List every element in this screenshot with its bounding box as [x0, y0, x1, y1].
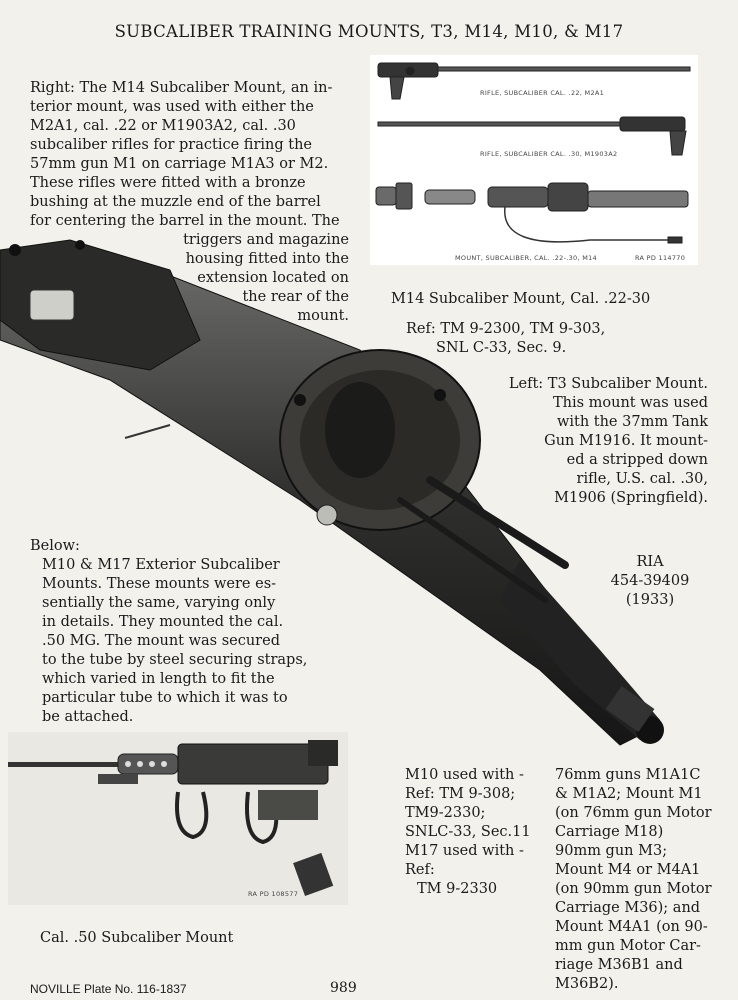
label-ra-m14: RA PD 114770 [635, 254, 686, 262]
ria-number [600, 553, 700, 610]
ref-line: 90mm gun M3; [555, 843, 668, 859]
ref-line: 76mm guns M1A1C [555, 767, 701, 783]
ref-line: Ref: [405, 862, 435, 878]
ria-line: 454-39409 [610, 573, 690, 589]
caption-line: mount. [297, 308, 349, 324]
page-title: SUBCALIBER TRAINING MOUNTS, T3, M14, M10, & M17 [114, 22, 624, 41]
ref-line: M17 used with - [405, 843, 524, 859]
page-number: 989 [330, 980, 357, 996]
ref-line: M10 used with - [405, 767, 524, 783]
cal50-photo [8, 732, 348, 905]
caption-line: housing fitted into the [185, 251, 349, 267]
label-ra-cal50: RA PD 108577 [248, 890, 299, 898]
caption-line: M1906 (Springfield). [554, 490, 708, 506]
ref-line: Carriage M36); and [555, 900, 701, 916]
ref-line: Mount M4 or M4A1 [555, 862, 701, 878]
caption-line: 57mm gun M1 on carriage M1A3 or M2. [30, 156, 329, 172]
caption-line: This mount was used [552, 395, 708, 411]
label-mount: MOUNT, SUBCALIBER, CAL. .22-.30, M14 [455, 254, 597, 262]
t3-ring-housing [280, 350, 480, 530]
caption-line: Right: The M14 Subcaliber Mount, an in- [30, 80, 333, 96]
t3-lever [125, 425, 170, 438]
ref-line: SNLC-33, Sec.11 [405, 824, 531, 840]
ref-line: & M1A2; Mount M1 [555, 786, 703, 802]
caption-line: sentially the same, varying only [42, 595, 276, 611]
caption-line: Mounts. These mounts were es- [42, 576, 277, 592]
caption-line: particular tube to which it was to [42, 690, 288, 706]
caption-line: which varied in length to fit the [42, 671, 275, 687]
caption-line: be attached. [42, 709, 134, 725]
left-caption [470, 375, 708, 508]
caption-line: for centering the barrel in the mount. The [30, 213, 340, 229]
caption-line: extension located on [197, 270, 349, 286]
ref-line: SNL C-33, Sec. 9. [436, 340, 567, 356]
label-rifle-22: RIFLE, SUBCALIBER CAL. .22, M2A1 [480, 89, 605, 97]
ref-line: TM9-2330; [405, 805, 486, 821]
label-rifle-30: RIFLE, SUBCALIBER CAL. .30, M1903A2 [480, 150, 618, 158]
ref-line: Carriage M18) [555, 824, 664, 840]
guns-column [555, 766, 715, 994]
caption-line: ed a stripped down [566, 452, 708, 468]
right-caption [30, 79, 360, 231]
below-caption-head: Below: [30, 538, 80, 554]
ref-line: mm gun Motor Car- [555, 938, 701, 954]
m14-caption: M14 Subcaliber Mount, Cal. .22-30 [391, 291, 651, 307]
caption-line: subcaliber rifles for practice firing the [30, 137, 312, 153]
caption-line: M2A1, cal. .22 or M1903A2, cal. .30 [30, 118, 296, 134]
plate-number: NOVILLE Plate No. 116-1837 [30, 982, 187, 996]
m10-m17-refs [405, 766, 545, 899]
ria-line: RIA [636, 554, 664, 570]
caption-line: Left: T3 Subcaliber Mount. [508, 376, 708, 392]
cal50-photo-drawing [8, 732, 348, 905]
caption-line: with the 37mm Tank [556, 414, 708, 430]
caption-line: .50 MG. The mount was secured [42, 633, 280, 649]
ref-line: TM 9-2330 [417, 881, 498, 897]
caption-line: rifle, U.S. cal. .30, [576, 471, 708, 487]
caption-line: triggers and magazine [183, 232, 349, 248]
caption-line: the rear of the [242, 289, 349, 305]
ref-line: M36B2). [555, 976, 619, 992]
ref-line: Ref: TM 9-308; [405, 786, 516, 802]
caption-line: to the tube by steel securing straps, [42, 652, 308, 668]
ref-line: Mount M4A1 (on 90- [555, 919, 708, 935]
ref-line: Ref: TM 9-2300, TM 9-303, [406, 321, 606, 337]
caption-line: M10 & M17 Exterior Subcaliber [42, 557, 280, 573]
caption-line: in details. They mounted the cal. [42, 614, 284, 630]
cal50-caption: Cal. .50 Subcaliber Mount [40, 930, 234, 946]
ref-line: (on 76mm gun Motor [555, 805, 712, 821]
below-caption [42, 556, 332, 727]
caption-line: Gun M1916. It mount- [544, 433, 708, 449]
caption-line: These rifles were fitted with a bronze [30, 175, 306, 191]
caption-line: bushing at the muzzle end of the barrel [30, 194, 321, 210]
ref-line: riage M36B1 and [555, 957, 683, 973]
ref-line: (on 90mm gun Motor [555, 881, 712, 897]
ria-line: (1933) [625, 592, 675, 608]
caption-line: terior mount, was used with either the [30, 99, 314, 115]
